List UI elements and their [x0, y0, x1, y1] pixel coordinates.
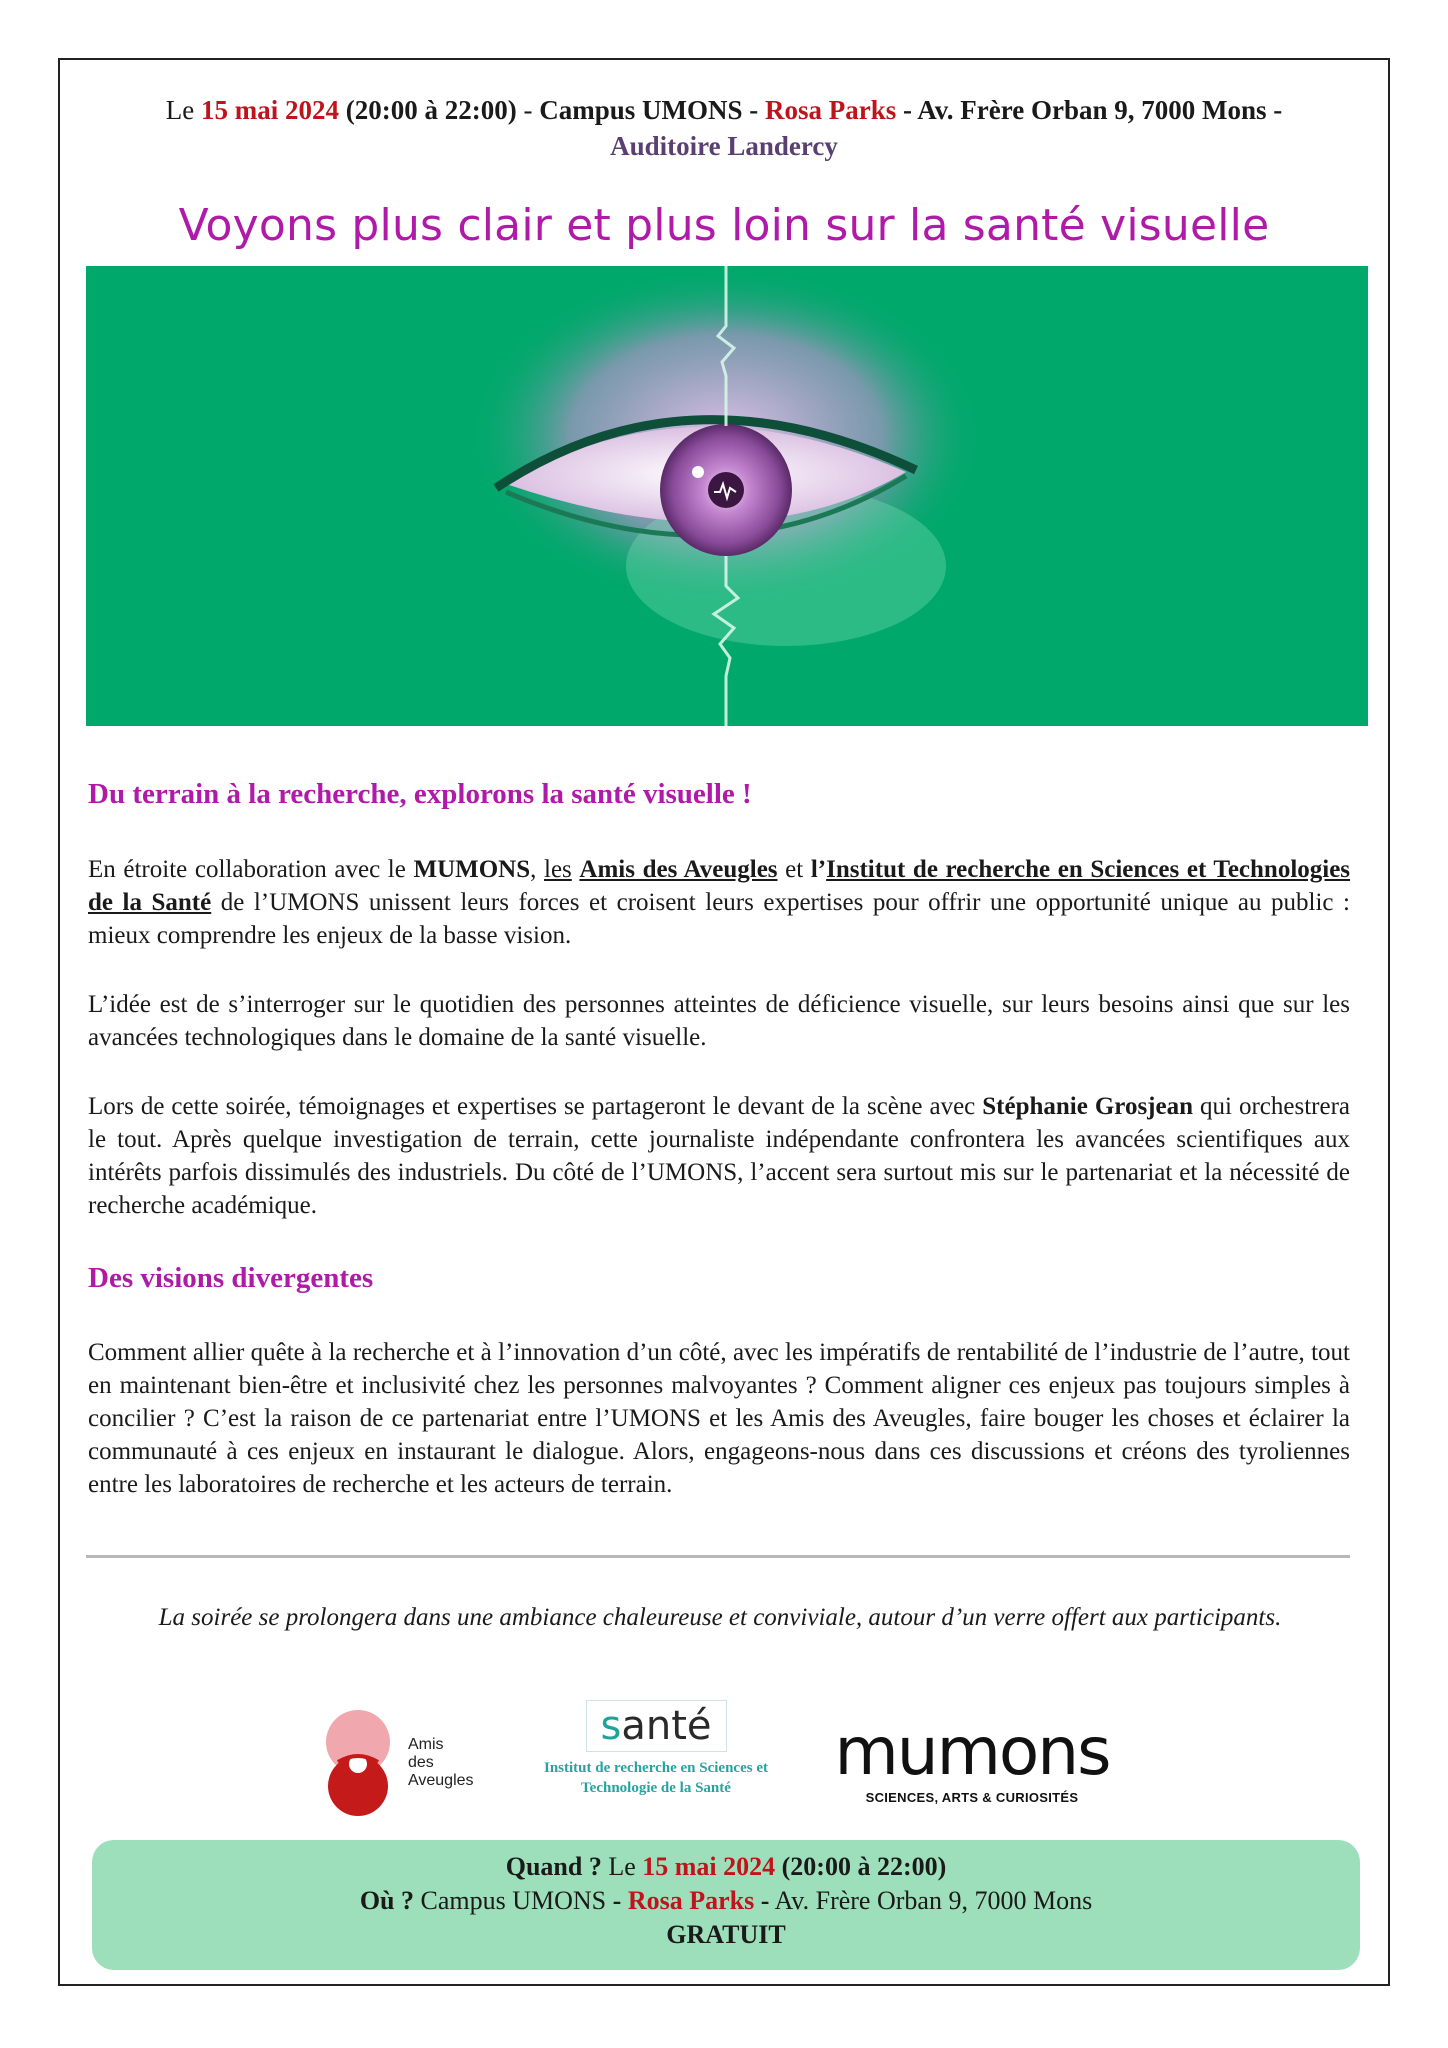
amis-des-aveugles-name: Amis des Aveugles — [579, 856, 778, 883]
header-address: - Av. Frère Orban 9, 7000 Mons - — [896, 95, 1283, 125]
header-separator: - — [516, 95, 540, 125]
header-date: 15 mai 2024 — [201, 95, 339, 125]
section-heading-2: Des visions divergentes — [88, 1262, 374, 1294]
text: Campus UMONS — [414, 1886, 613, 1915]
when-label: Quand ? — [505, 1852, 602, 1881]
mumons-tagline: SCIENCES, ARTS & CURIOSITÉS — [865, 1790, 1079, 1805]
amis-logo-text: Amis — [408, 1736, 444, 1753]
price-label: GRATUIT — [666, 1920, 786, 1949]
paragraph-3 — [88, 1090, 1350, 1222]
header-building: Rosa Parks — [765, 95, 897, 125]
mumons-logo — [822, 1713, 1122, 1822]
eye-highlight — [692, 466, 704, 478]
text: - — [760, 1886, 770, 1915]
info-building: Rosa Parks — [627, 1886, 755, 1915]
closing-note: La soirée se prolongera dans une ambiance chaleureuse et conviviale, autour d’un verre offert aux participants. — [158, 1604, 1282, 1631]
page-title: Voyons plus clair et plus loin sur la santé visuelle — [178, 200, 1270, 251]
header-time: (20:00 à 22:00) — [345, 95, 517, 125]
sante-subtitle: Institut de recherche en Sciences et — [544, 1760, 768, 1776]
paragraph-2: L’idée est de s’interroger sur le quotidien des personnes atteintes de déficience visuelle, sur leurs besoins ainsi que sur les avancées technologiques dans le domaine de la santé visuelle. — [88, 991, 1350, 1051]
sante-subtitle: Technologie de la Santé — [581, 1780, 731, 1796]
header-room: Auditoire Landercy — [610, 131, 838, 161]
amis-logo-text: Aveugles — [408, 1772, 474, 1789]
institut-name: Institut de recherche en Sciences et Technologies de la Santé — [88, 856, 1351, 916]
mumons-wordmark: mumons — [834, 1713, 1110, 1790]
event-info-box — [92, 1840, 1360, 1970]
text: En étroite collaboration avec le — [88, 856, 414, 883]
speaker-name: Stéphanie Grosjean — [982, 1093, 1193, 1120]
sante-s: s — [600, 1703, 622, 1749]
amis-des-aveugles-logo — [320, 1706, 500, 1826]
amis-logo-text: des — [408, 1754, 434, 1771]
text: Lors de cette soirée, témoignages et expertises se partageront le devant de la scène avec — [88, 1093, 983, 1120]
text: qui orchestrera le tout. Après quelque investigation de terrain, cette journaliste indépendante confrontera les avancées scientifiques aux intérêts parfois dissimulés des industriels. Du côté de l’UMONS, l’accent sera surtout mis sur le partenariat et la nécessité de recherche académique. — [88, 1093, 1350, 1219]
pupil — [708, 472, 744, 508]
sante-rest: anté — [621, 1703, 712, 1749]
paragraph-1 — [88, 853, 1350, 952]
text: - — [612, 1886, 622, 1915]
text: les — [544, 856, 572, 883]
sante-wordmark — [586, 1700, 727, 1752]
text: , — [530, 856, 544, 883]
text: l’ — [810, 856, 827, 883]
text: Av. Frère Orban 9, 7000 Mons — [769, 1886, 1093, 1915]
where-label: Où ? — [359, 1886, 414, 1915]
info-date: 15 mai 2024 — [642, 1852, 776, 1881]
event-header — [0, 92, 1448, 164]
text: et — [777, 856, 811, 883]
text: Le — [601, 1852, 643, 1881]
header-prefix: Le — [165, 95, 195, 125]
amis-logo-icon — [320, 1706, 410, 1826]
section-heading-1: Du terrain à la recherche, explorons la santé visuelle ! — [88, 778, 752, 810]
header-separator: - — [742, 95, 765, 125]
info-time: (20:00 à 22:00) — [781, 1852, 947, 1881]
text: de l’UMONS unissent leurs forces et croisent leurs expertises pour offrir une opportunité unique au public : mieux comprendre les enjeux de la basse vision. — [88, 889, 1350, 949]
sante-institute-logo — [506, 1700, 806, 1810]
hero-eye-illustration — [86, 266, 1368, 726]
header-campus: Campus UMONS — [539, 95, 743, 125]
paragraph-4: Comment allier quête à la recherche et à l’innovation d’un côté, avec les impératifs de rentabilité de l’industrie de l’autre, tout en maintenant bien-être et inclusivité chez les personnes malvoyantes ? Comment aligner ces enjeux pas toujours simples à concilier ? C’est la raison de ce partenariat entre l’UMONS et les Amis des Aveugles, faire bouger les choses et éclairer la communauté à ces enjeux en instaurant le dialogue. Alors, engageons-nous dans ces discussions et créons des tyroliennes entre les laboratoires de recherche et les acteurs de terrain. — [88, 1339, 1350, 1498]
mumons-name: MUMONS — [413, 856, 531, 883]
divider — [86, 1555, 1350, 1558]
